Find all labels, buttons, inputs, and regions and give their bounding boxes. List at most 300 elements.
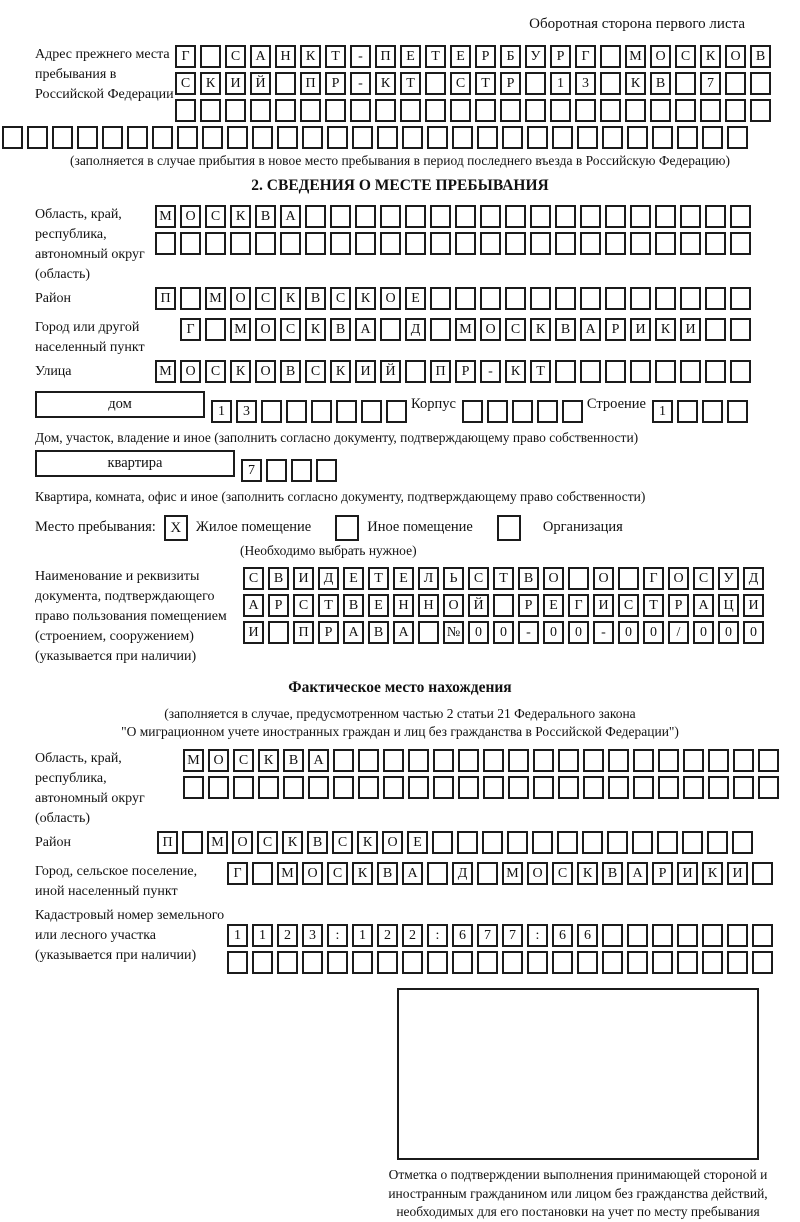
form-cell[interactable]: С (293, 594, 314, 617)
form-cell[interactable]: 6 (577, 924, 598, 947)
form-cell[interactable]: Ц (718, 594, 739, 617)
form-cell[interactable]: : (327, 924, 348, 947)
form-cell[interactable] (680, 232, 701, 255)
form-cell[interactable] (268, 621, 289, 644)
form-cell[interactable] (555, 205, 576, 228)
form-cell[interactable]: К (280, 287, 301, 310)
form-cell[interactable]: К (352, 862, 373, 885)
form-cell[interactable] (557, 831, 578, 854)
form-cell[interactable]: Р (550, 45, 571, 68)
form-cell[interactable] (355, 232, 376, 255)
form-cell[interactable] (427, 126, 448, 149)
form-cell[interactable]: Т (368, 567, 389, 590)
form-cell[interactable]: Д (405, 318, 426, 341)
form-cell[interactable]: - (593, 621, 614, 644)
form-cell[interactable] (677, 400, 698, 423)
form-cell[interactable] (752, 924, 773, 947)
form-cell[interactable] (230, 232, 251, 255)
form-cell[interactable]: П (430, 360, 451, 383)
form-cell[interactable]: Т (530, 360, 551, 383)
form-cell[interactable] (183, 776, 204, 799)
form-cell[interactable] (508, 776, 529, 799)
form-cell[interactable] (702, 126, 723, 149)
form-cell[interactable] (493, 594, 514, 617)
form-cell[interactable] (405, 360, 426, 383)
form-cell[interactable]: П (300, 72, 321, 95)
form-cell[interactable] (627, 951, 648, 974)
form-cell[interactable] (233, 776, 254, 799)
form-cell[interactable]: С (305, 360, 326, 383)
form-cell[interactable]: Р (668, 594, 689, 617)
form-cell[interactable] (155, 232, 176, 255)
form-cell[interactable] (600, 72, 621, 95)
form-cell[interactable]: А (627, 862, 648, 885)
form-cell[interactable] (655, 287, 676, 310)
form-cell[interactable]: С (280, 318, 301, 341)
form-cell[interactable] (408, 749, 429, 772)
form-cell[interactable]: В (330, 318, 351, 341)
form-cell[interactable] (730, 205, 751, 228)
form-cell[interactable] (477, 126, 498, 149)
form-cell[interactable]: А (580, 318, 601, 341)
form-cell[interactable]: 7 (700, 72, 721, 95)
form-cell[interactable] (730, 287, 751, 310)
form-cell[interactable] (652, 126, 673, 149)
form-cell[interactable] (625, 99, 646, 122)
form-cell[interactable]: С (233, 749, 254, 772)
form-cell[interactable] (330, 232, 351, 255)
form-cell[interactable] (355, 205, 376, 228)
form-cell[interactable] (352, 951, 373, 974)
form-cell[interactable]: И (593, 594, 614, 617)
form-cell[interactable] (508, 749, 529, 772)
form-cell[interactable] (383, 776, 404, 799)
form-cell[interactable] (705, 205, 726, 228)
form-cell[interactable] (352, 126, 373, 149)
form-cell[interactable] (361, 400, 382, 423)
form-cell[interactable] (205, 232, 226, 255)
form-cell[interactable]: Г (643, 567, 664, 590)
form-cell[interactable] (180, 232, 201, 255)
form-cell[interactable]: Т (425, 45, 446, 68)
form-cell[interactable] (433, 749, 454, 772)
form-cell[interactable] (657, 831, 678, 854)
form-cell[interactable] (683, 776, 704, 799)
form-cell[interactable]: Б (500, 45, 521, 68)
form-cell[interactable] (302, 951, 323, 974)
form-cell[interactable] (527, 126, 548, 149)
form-cell[interactable]: Д (318, 567, 339, 590)
form-cell[interactable] (702, 400, 723, 423)
form-cell[interactable] (733, 749, 754, 772)
form-cell[interactable] (502, 126, 523, 149)
form-cell[interactable] (255, 232, 276, 255)
form-cell[interactable]: Е (393, 567, 414, 590)
form-cell[interactable]: 0 (743, 621, 764, 644)
form-cell[interactable] (752, 951, 773, 974)
form-cell[interactable]: О (302, 862, 323, 885)
form-cell[interactable]: С (257, 831, 278, 854)
form-cell[interactable] (680, 205, 701, 228)
form-cell[interactable] (632, 831, 653, 854)
form-cell[interactable]: А (693, 594, 714, 617)
form-cell[interactable]: М (230, 318, 251, 341)
form-cell[interactable]: О (380, 287, 401, 310)
form-cell[interactable]: 1 (227, 924, 248, 947)
form-cell[interactable]: В (368, 621, 389, 644)
form-cell[interactable]: С (332, 831, 353, 854)
form-cell[interactable]: С (675, 45, 696, 68)
form-cell[interactable]: С (225, 45, 246, 68)
form-cell[interactable]: 0 (643, 621, 664, 644)
form-cell[interactable] (655, 232, 676, 255)
form-cell[interactable] (533, 749, 554, 772)
form-cell[interactable] (727, 924, 748, 947)
form-cell[interactable]: : (527, 924, 548, 947)
form-cell[interactable] (500, 99, 521, 122)
form-cell[interactable] (252, 126, 273, 149)
form-cell[interactable] (480, 287, 501, 310)
form-cell[interactable]: А (308, 749, 329, 772)
form-cell[interactable]: Т (325, 45, 346, 68)
form-cell[interactable]: И (677, 862, 698, 885)
form-cell[interactable]: К (282, 831, 303, 854)
form-cell[interactable] (580, 360, 601, 383)
form-cell[interactable]: И (680, 318, 701, 341)
form-cell[interactable]: Р (455, 360, 476, 383)
form-cell[interactable] (457, 831, 478, 854)
form-cell[interactable]: Г (175, 45, 196, 68)
form-cell[interactable]: С (552, 862, 573, 885)
form-cell[interactable] (377, 951, 398, 974)
form-cell[interactable]: Д (743, 567, 764, 590)
form-cell[interactable]: А (355, 318, 376, 341)
form-cell[interactable] (507, 831, 528, 854)
form-cell[interactable] (386, 400, 407, 423)
form-cell[interactable]: 0 (468, 621, 489, 644)
form-cell[interactable]: 1 (352, 924, 373, 947)
form-cell[interactable]: Т (643, 594, 664, 617)
form-cell[interactable]: С (618, 594, 639, 617)
form-cell[interactable] (750, 99, 771, 122)
form-cell[interactable]: О (593, 567, 614, 590)
form-cell[interactable] (725, 72, 746, 95)
form-cell[interactable] (358, 776, 379, 799)
form-cell[interactable]: Е (407, 831, 428, 854)
form-cell[interactable] (605, 205, 626, 228)
form-cell[interactable] (575, 99, 596, 122)
form-cell[interactable]: 6 (552, 924, 573, 947)
form-cell[interactable]: В (555, 318, 576, 341)
form-cell[interactable]: Й (250, 72, 271, 95)
form-cell[interactable] (608, 776, 629, 799)
form-cell[interactable] (102, 126, 123, 149)
form-cell[interactable]: О (230, 287, 251, 310)
form-cell[interactable]: Н (418, 594, 439, 617)
form-cell[interactable]: - (518, 621, 539, 644)
form-cell[interactable]: 0 (693, 621, 714, 644)
form-cell[interactable]: В (377, 862, 398, 885)
form-cell[interactable]: 2 (277, 924, 298, 947)
form-cell[interactable] (291, 459, 312, 482)
form-cell[interactable] (175, 99, 196, 122)
form-cell[interactable]: - (350, 72, 371, 95)
form-cell[interactable] (530, 205, 551, 228)
form-cell[interactable]: Т (493, 567, 514, 590)
form-cell[interactable] (405, 205, 426, 228)
form-cell[interactable]: П (155, 287, 176, 310)
form-cell[interactable]: К (200, 72, 221, 95)
form-cell[interactable] (432, 831, 453, 854)
form-cell[interactable]: М (205, 287, 226, 310)
form-cell[interactable]: П (375, 45, 396, 68)
form-cell[interactable]: А (243, 594, 264, 617)
form-cell[interactable] (605, 232, 626, 255)
form-cell[interactable] (525, 72, 546, 95)
form-cell[interactable] (266, 459, 287, 482)
form-cell[interactable]: В (280, 360, 301, 383)
form-cell[interactable] (487, 400, 508, 423)
form-cell[interactable] (600, 99, 621, 122)
form-cell[interactable]: И (727, 862, 748, 885)
form-cell[interactable] (380, 318, 401, 341)
form-cell[interactable]: Т (400, 72, 421, 95)
form-cell[interactable] (650, 99, 671, 122)
form-cell[interactable]: 7 (241, 459, 262, 482)
form-cell[interactable]: О (543, 567, 564, 590)
form-cell[interactable] (418, 621, 439, 644)
form-cell[interactable] (627, 924, 648, 947)
form-cell[interactable] (618, 567, 639, 590)
form-cell[interactable] (705, 232, 726, 255)
form-cell[interactable] (580, 232, 601, 255)
form-cell[interactable]: В (283, 749, 304, 772)
form-cell[interactable]: О (208, 749, 229, 772)
form-cell[interactable] (202, 126, 223, 149)
form-cell[interactable] (180, 287, 201, 310)
form-cell[interactable]: Р (325, 72, 346, 95)
form-cell[interactable] (455, 205, 476, 228)
form-cell[interactable] (208, 776, 229, 799)
form-cell[interactable]: / (668, 621, 689, 644)
form-cell[interactable]: Р (518, 594, 539, 617)
form-cell[interactable] (630, 287, 651, 310)
form-cell[interactable] (627, 126, 648, 149)
form-cell[interactable]: О (480, 318, 501, 341)
form-cell[interactable]: И (243, 621, 264, 644)
form-cell[interactable] (286, 400, 307, 423)
form-cell[interactable]: И (743, 594, 764, 617)
form-cell[interactable] (477, 951, 498, 974)
form-cell[interactable] (758, 776, 779, 799)
form-cell[interactable] (430, 318, 451, 341)
form-cell[interactable]: И (225, 72, 246, 95)
form-cell[interactable]: В (343, 594, 364, 617)
form-cell[interactable] (327, 126, 348, 149)
form-cell[interactable]: К (375, 72, 396, 95)
form-cell[interactable] (482, 831, 503, 854)
form-cell[interactable]: Р (652, 862, 673, 885)
form-cell[interactable] (558, 749, 579, 772)
form-cell[interactable]: Г (568, 594, 589, 617)
form-cell[interactable] (200, 99, 221, 122)
form-cell[interactable] (425, 72, 446, 95)
form-cell[interactable] (505, 287, 526, 310)
form-cell[interactable]: К (258, 749, 279, 772)
form-cell[interactable]: 0 (718, 621, 739, 644)
form-cell[interactable]: В (307, 831, 328, 854)
form-cell[interactable] (630, 205, 651, 228)
form-cell[interactable] (305, 205, 326, 228)
form-cell[interactable] (377, 126, 398, 149)
form-cell[interactable]: О (232, 831, 253, 854)
form-cell[interactable] (608, 749, 629, 772)
form-cell[interactable]: О (443, 594, 464, 617)
form-cell[interactable]: К (357, 831, 378, 854)
form-cell[interactable] (182, 831, 203, 854)
form-cell[interactable] (308, 776, 329, 799)
form-cell[interactable]: : (427, 924, 448, 947)
form-cell[interactable] (675, 99, 696, 122)
form-cell[interactable]: 2 (377, 924, 398, 947)
form-cell[interactable]: 6 (452, 924, 473, 947)
form-cell[interactable] (177, 126, 198, 149)
form-cell[interactable] (152, 126, 173, 149)
form-cell[interactable]: - (480, 360, 501, 383)
form-cell[interactable] (582, 831, 603, 854)
form-cell[interactable]: В (268, 567, 289, 590)
form-cell[interactable] (425, 99, 446, 122)
form-cell[interactable] (327, 951, 348, 974)
form-cell[interactable]: С (468, 567, 489, 590)
form-cell[interactable]: 0 (543, 621, 564, 644)
form-cell[interactable] (280, 232, 301, 255)
form-cell[interactable] (455, 287, 476, 310)
form-cell[interactable] (552, 126, 573, 149)
form-cell[interactable] (430, 287, 451, 310)
form-cell[interactable]: К (300, 45, 321, 68)
form-cell[interactable] (77, 126, 98, 149)
form-cell[interactable]: Н (393, 594, 414, 617)
form-cell[interactable]: Ь (443, 567, 464, 590)
form-cell[interactable] (555, 232, 576, 255)
form-cell[interactable] (555, 360, 576, 383)
form-cell[interactable] (452, 126, 473, 149)
form-cell[interactable]: В (255, 205, 276, 228)
form-cell[interactable] (127, 126, 148, 149)
form-cell[interactable] (602, 126, 623, 149)
form-cell[interactable]: 1 (652, 400, 673, 423)
form-cell[interactable]: К (700, 45, 721, 68)
form-cell[interactable]: О (650, 45, 671, 68)
form-cell[interactable]: К (625, 72, 646, 95)
form-cell[interactable]: Е (405, 287, 426, 310)
form-cell[interactable]: К (230, 360, 251, 383)
form-cell[interactable] (433, 776, 454, 799)
form-cell[interactable] (277, 951, 298, 974)
form-cell[interactable] (580, 287, 601, 310)
form-cell[interactable] (380, 205, 401, 228)
form-cell[interactable]: Д (452, 862, 473, 885)
form-cell[interactable]: Т (475, 72, 496, 95)
form-cell[interactable]: М (625, 45, 646, 68)
form-cell[interactable] (311, 400, 332, 423)
form-cell[interactable]: К (702, 862, 723, 885)
form-cell[interactable]: Е (343, 567, 364, 590)
form-cell[interactable] (702, 951, 723, 974)
form-cell[interactable] (225, 99, 246, 122)
form-cell[interactable]: Н (275, 45, 296, 68)
form-cell[interactable] (462, 400, 483, 423)
form-cell[interactable] (633, 749, 654, 772)
form-cell[interactable] (325, 99, 346, 122)
form-cell[interactable] (333, 749, 354, 772)
form-cell[interactable] (358, 749, 379, 772)
form-cell[interactable]: К (230, 205, 251, 228)
form-cell[interactable] (458, 749, 479, 772)
form-cell[interactable]: Г (227, 862, 248, 885)
form-cell[interactable]: К (655, 318, 676, 341)
form-cell[interactable] (527, 951, 548, 974)
form-cell[interactable]: У (718, 567, 739, 590)
form-cell[interactable]: Р (475, 45, 496, 68)
form-cell[interactable] (630, 232, 651, 255)
form-cell[interactable] (705, 360, 726, 383)
form-cell[interactable] (727, 400, 748, 423)
form-cell[interactable]: 7 (477, 924, 498, 947)
form-cell[interactable] (350, 99, 371, 122)
form-cell[interactable] (275, 99, 296, 122)
form-cell[interactable] (705, 318, 726, 341)
form-cell[interactable]: М (155, 205, 176, 228)
form-cell[interactable] (655, 205, 676, 228)
form-cell[interactable]: А (343, 621, 364, 644)
form-cell[interactable] (455, 232, 476, 255)
form-cell[interactable]: В (650, 72, 671, 95)
form-cell[interactable]: С (450, 72, 471, 95)
form-cell[interactable] (316, 459, 337, 482)
form-cell[interactable]: А (393, 621, 414, 644)
form-cell[interactable]: Л (418, 567, 439, 590)
form-cell[interactable] (677, 126, 698, 149)
form-cell[interactable]: М (502, 862, 523, 885)
form-cell[interactable] (530, 287, 551, 310)
form-cell[interactable]: 0 (618, 621, 639, 644)
form-cell[interactable] (305, 232, 326, 255)
form-cell[interactable] (733, 776, 754, 799)
form-cell[interactable] (752, 862, 773, 885)
form-cell[interactable] (380, 232, 401, 255)
form-cell[interactable] (708, 776, 729, 799)
form-cell[interactable]: Г (180, 318, 201, 341)
form-cell[interactable] (383, 749, 404, 772)
form-cell[interactable]: С (205, 360, 226, 383)
form-cell[interactable]: М (455, 318, 476, 341)
form-cell[interactable] (227, 951, 248, 974)
form-cell[interactable]: 1 (211, 400, 232, 423)
form-cell[interactable]: Е (400, 45, 421, 68)
form-cell[interactable] (458, 776, 479, 799)
form-cell[interactable]: А (280, 205, 301, 228)
form-cell[interactable]: О (382, 831, 403, 854)
form-cell[interactable] (680, 287, 701, 310)
form-cell[interactable] (200, 45, 221, 68)
form-cell[interactable]: К (305, 318, 326, 341)
form-cell[interactable] (430, 232, 451, 255)
form-cell[interactable] (408, 776, 429, 799)
form-cell[interactable]: Р (318, 621, 339, 644)
form-cell[interactable] (533, 776, 554, 799)
